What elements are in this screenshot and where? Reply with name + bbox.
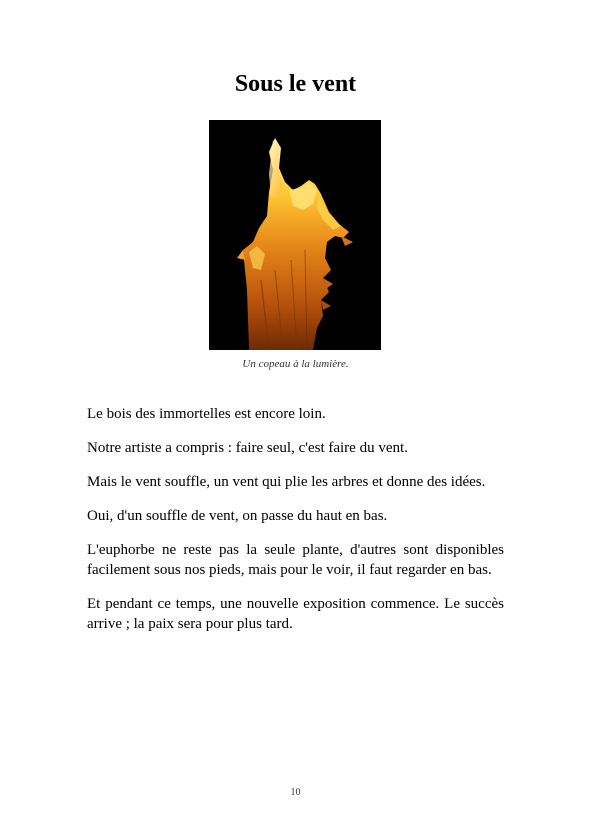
paragraph: Et pendant ce temps, une nouvelle exposition commence. Le succès arrive ; la paix sera pour plus tard.	[87, 596, 504, 632]
paragraph: Le bois des immortelles est encore loin.	[87, 406, 326, 422]
body-text	[87, 404, 504, 648]
wood-shaving-photo	[209, 120, 381, 350]
wood-shaving-image	[209, 120, 381, 350]
paragraph: L'euphorbe ne reste pas la seule plante, d'autres sont disponibles facilement sous nos pieds, mais pour le voir, il faut regarder en bas.	[87, 542, 504, 578]
paragraph: Notre artiste a compris : faire seul, c'est faire du vent.	[87, 440, 408, 456]
paragraph: Oui, d'un souffle de vent, on passe du haut en bas.	[87, 508, 388, 524]
figure-caption: Un copeau à la lumière.	[242, 358, 349, 370]
page-number: 10	[290, 787, 301, 798]
paragraph: Mais le vent souffle, un vent qui plie les arbres et donne des idées.	[87, 474, 486, 490]
page-title: Sous le vent	[234, 71, 357, 97]
